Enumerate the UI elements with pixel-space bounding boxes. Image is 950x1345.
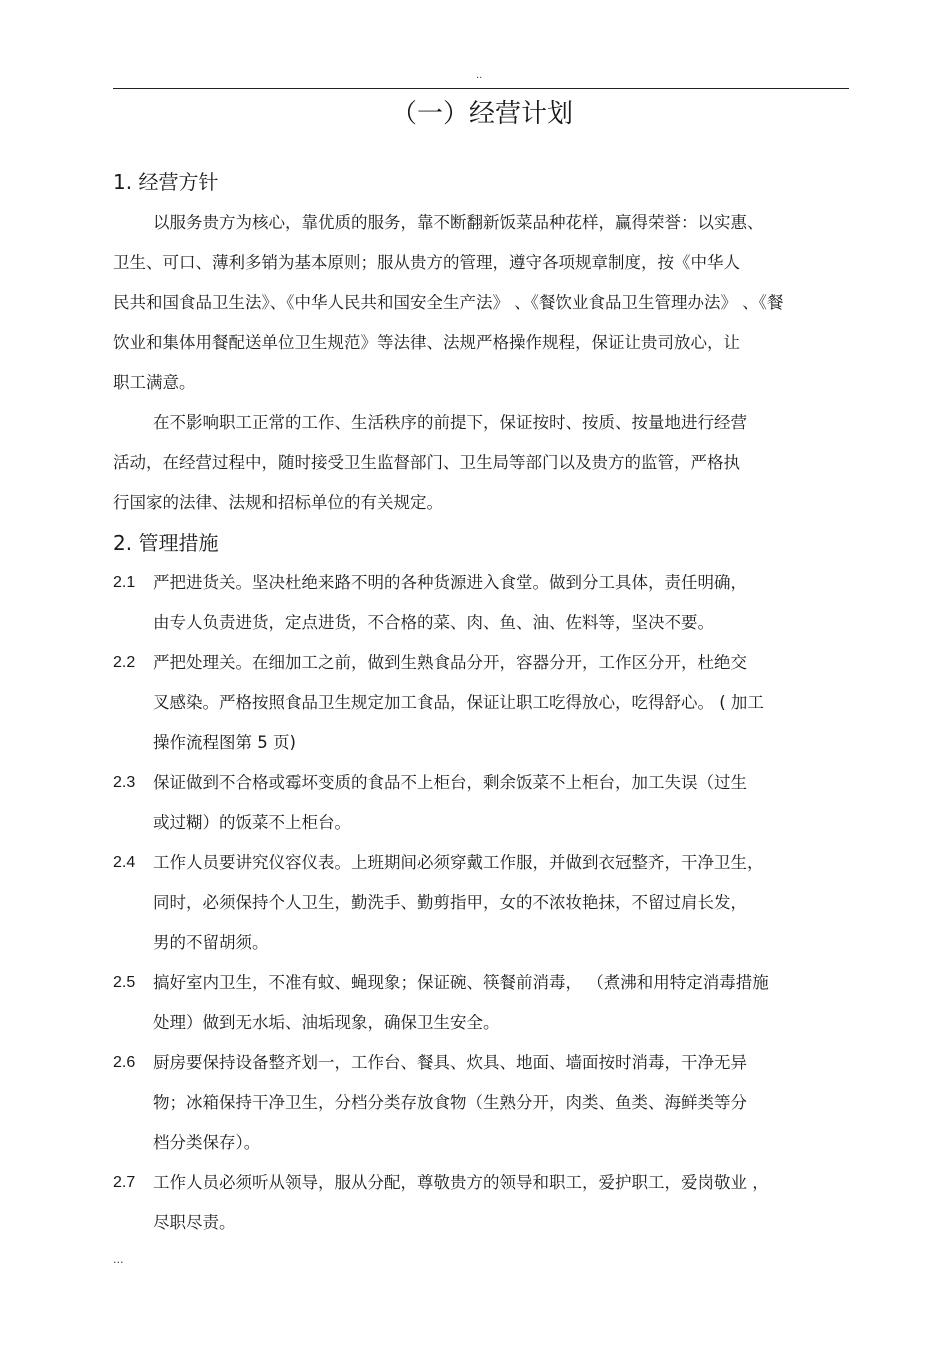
header-rule (113, 88, 849, 89)
item-number: 2.3 (113, 774, 136, 791)
item-line: 搞好室内卫生，不准有蚊、蝇现象；保证碗、筷餐前消毒， （煮沸和用特定消毒措施 (153, 973, 769, 992)
paragraph-line: 饮业和集体用餐配送单位卫生规范》等法律、法规严格操作规程，保证让贵司放心，让 (113, 333, 740, 352)
section-2-heading: 2. 管理措施 (113, 531, 219, 555)
item-line: 男的不留胡须。 (153, 933, 269, 952)
paragraph-line: 在不影响职工正常的工作、生活秩序的前提下，保证按时、按质、按量地进行经营 (153, 413, 747, 432)
item-number: 2.6 (113, 1054, 136, 1071)
item-number: 2.2 (113, 654, 136, 671)
paragraph-line: 行国家的法律、法规和招标单位的有关规定。 (113, 493, 443, 512)
paragraph-line: 民共和国食品卫生法》、《中华人民共和国安全生产法》 、《餐饮业食品卫生管理办法》 、《餐 (113, 293, 784, 312)
paragraph-line: 职工满意。 (113, 373, 196, 392)
item-line: 物；冰箱保持干净卫生，分档分类存放食物（生熟分开，肉类、鱼类、海鲜类等分 (153, 1093, 747, 1112)
item-line: 处理）做到无水垢、油垢现象，确保卫生安全。 (153, 1013, 500, 1032)
item-line: 由专人负责进货，定点进货，不合格的菜、肉、鱼、油、佐料等，坚决不要。 (153, 613, 714, 632)
item-line: 工作人员必须听从领导，服从分配，尊敬贵方的领导和职工，爱护职工，爱岗敬业 ， (153, 1173, 769, 1192)
item-line: 叉感染。严格按照食品卫生规定加工食品，保证让职工吃得放心，吃得舒心。 ( 加工 (153, 693, 764, 712)
item-number: 2.7 (113, 1174, 136, 1191)
paragraph-line: 活动，在经营过程中，随时接受卫生监督部门、卫生局等部门以及贵方的监管，严格执 (113, 453, 740, 472)
item-line: 严把处理关。在细加工之前，做到生熟食品分开，容器分开，工作区分开，杜绝交 (153, 653, 747, 672)
item-line: 操作流程图第 5 页) (153, 733, 296, 752)
item-number: 2.1 (113, 574, 136, 591)
item-line: 厨房要保持设备整齐划一，工作台、餐具、炊具、地面、墙面按时消毒，干净无异 (153, 1053, 747, 1072)
header-mark: .. (476, 70, 483, 81)
paragraph-line: 卫生、可口、薄利多销为基本原则；服从贵方的管理，遵守各项规章制度，按《中华人 (113, 253, 740, 272)
section-1-heading: 1. 经营方针 (113, 170, 219, 194)
item-line: 保证做到不合格或霉坏变质的食品不上柜台，剩余饭菜不上柜台，加工失误（过生 (153, 773, 747, 792)
item-line: 同时，必须保持个人卫生，勤洗手、勤剪指甲，女的不浓妆艳抹，不留过肩长发， (153, 893, 747, 912)
item-line: 尽职尽责。 (153, 1213, 236, 1232)
item-line: 工作人员要讲究仪容仪表。上班期间必须穿戴工作服，并做到衣冠整齐，干净卫生， (153, 853, 764, 872)
document-title: （一）经营计划 (390, 99, 573, 129)
item-number: 2.5 (113, 974, 136, 991)
item-line: 或过糊）的饭菜不上柜台。 (153, 813, 351, 832)
item-number: 2.4 (113, 854, 136, 871)
item-line: 严把进货关。坚决杜绝来路不明的各种货源进入食堂。做到分工具体，责任明确， (153, 573, 747, 592)
footer-mark: ... (113, 1253, 124, 1266)
item-line: 档分类保存）。 (153, 1133, 261, 1152)
paragraph-line: 以服务贵方为核心，靠优质的服务，靠不断翻新饭菜品种花样，赢得荣誉：以实惠、 (153, 213, 764, 232)
